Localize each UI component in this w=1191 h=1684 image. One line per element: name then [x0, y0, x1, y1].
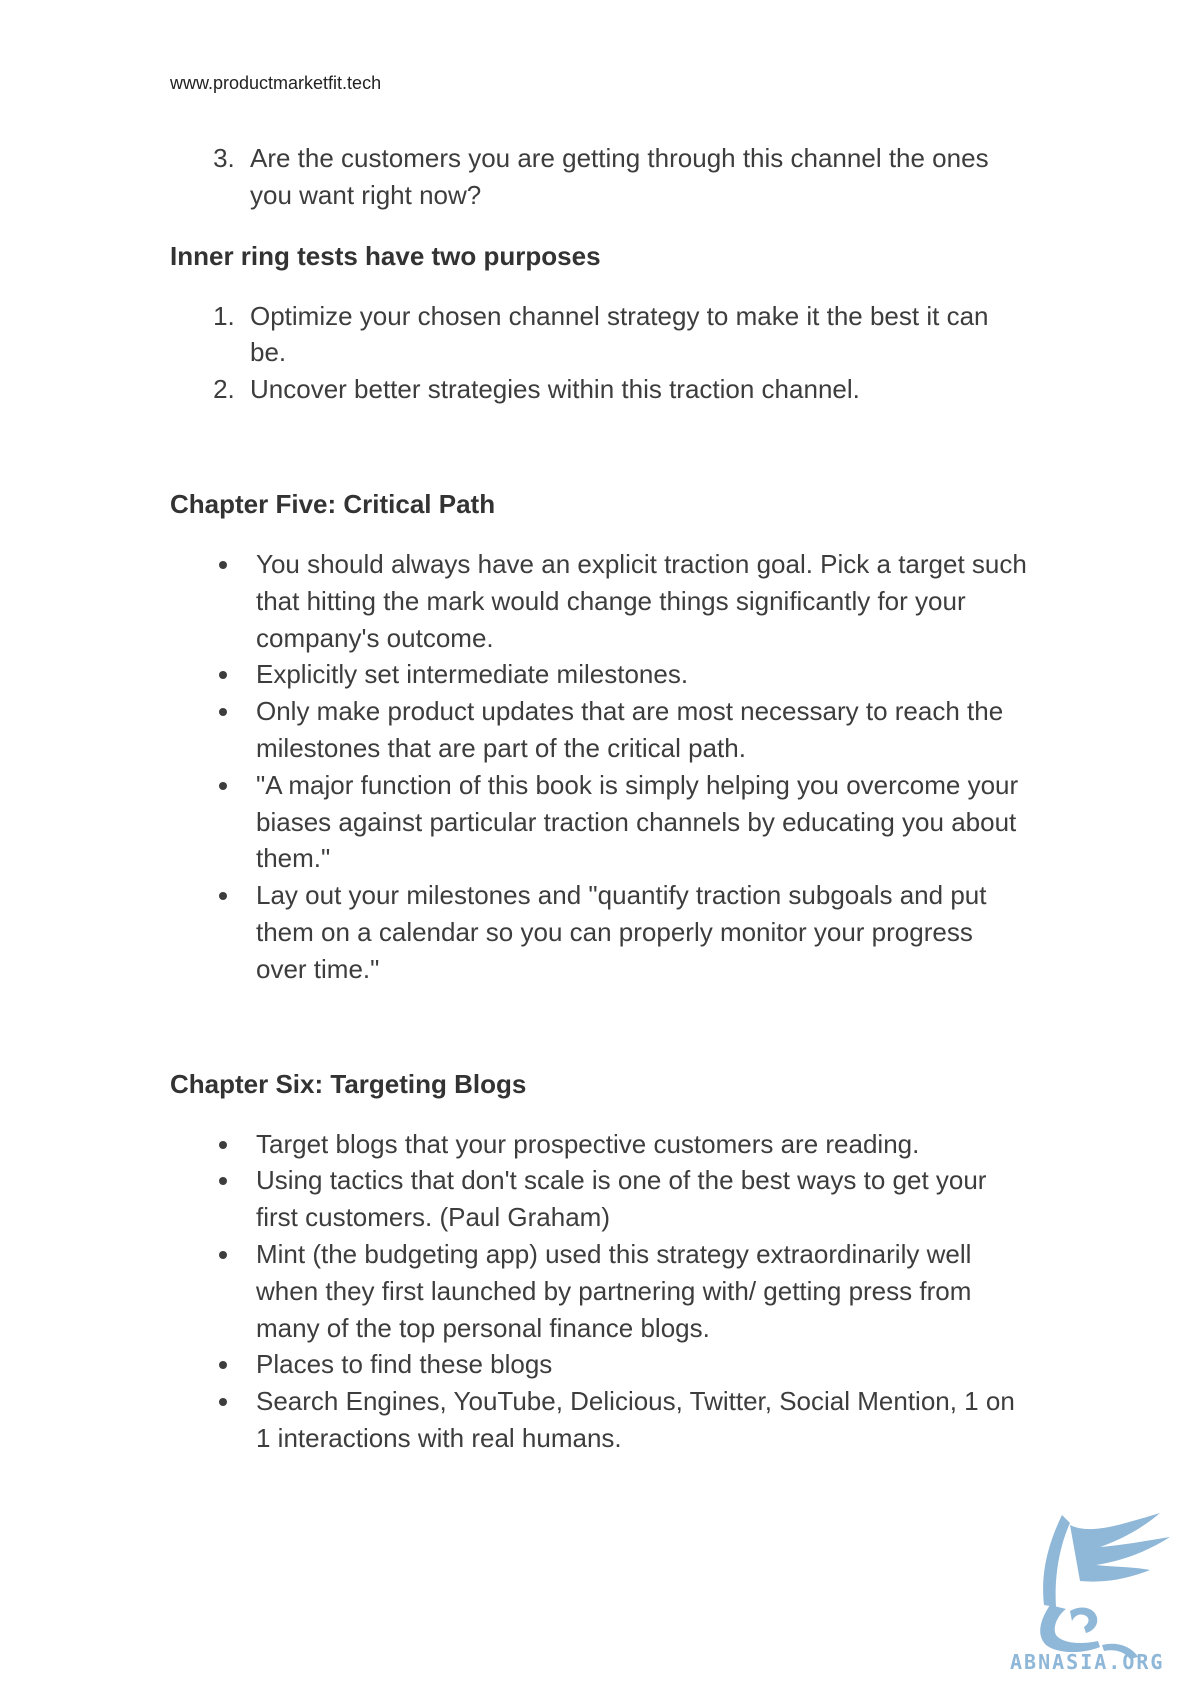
list-item: 3. Are the customers you are getting through this channel the ones you want right now?	[242, 140, 1030, 214]
chapter-five-list	[170, 546, 1030, 988]
chapter-six-list	[170, 1126, 1030, 1457]
list-item: • Explicitly set intermediate milestones.	[242, 656, 1030, 693]
griffin-logo-icon	[1010, 1495, 1180, 1675]
inner-ring-list	[170, 298, 1030, 408]
header-url: www.productmarketfit.tech	[170, 73, 382, 93]
list-item: • Lay out your milestones and "quantify traction subgoals and put them on a calendar so you can properly monitor your progress over time."	[242, 877, 1030, 987]
logo-text: ABNASIA.ORG	[1010, 1650, 1165, 1674]
chapter-five-heading: Chapter Five: Critical Path	[170, 488, 496, 519]
list-item: • Places to find these blogs	[242, 1346, 1030, 1383]
channel-questions-list	[170, 140, 1030, 214]
list-item: • Only make product updates that are most necessary to reach the milestones that are part of the critical path.	[242, 693, 1030, 767]
list-item: • You should always have an explicit traction goal. Pick a target such that hitting the mark would change things significantly for your company's outcome.	[242, 546, 1030, 656]
list-item: • Target blogs that your prospective customers are reading.	[242, 1126, 1030, 1163]
list-item: 1. Optimize your chosen channel strategy to make it the best it can be.	[242, 298, 1030, 372]
list-item: • "A major function of this book is simply helping you overcome your biases against particular traction channels by educating you about them."	[242, 767, 1030, 877]
list-item: 2. Uncover better strategies within this traction channel.	[242, 371, 1030, 408]
list-item: • Mint (the budgeting app) used this strategy extraordinarily well when they first launched by partnering with/ getting press from many of the top personal finance blogs.	[242, 1236, 1030, 1346]
chapter-six-heading: Chapter Six: Targeting Blogs	[170, 1068, 527, 1099]
list-item: • Search Engines, YouTube, Delicious, Twitter, Social Mention, 1 on 1 interactions with real humans.	[242, 1383, 1030, 1457]
list-item: • Using tactics that don't scale is one of the best ways to get your first customers. (Paul Graham)	[242, 1162, 1030, 1236]
inner-ring-heading: Inner ring tests have two purposes	[170, 240, 601, 271]
document-content	[170, 140, 1030, 1457]
